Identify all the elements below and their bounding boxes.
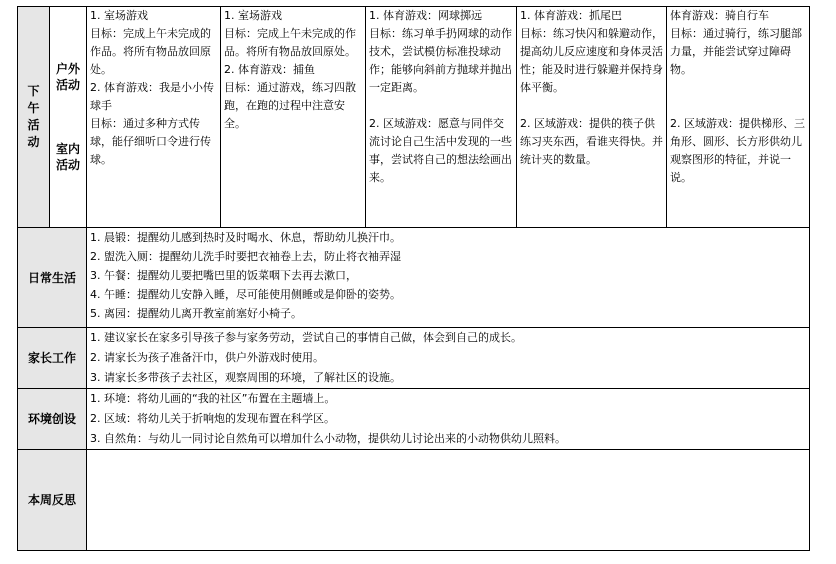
afternoon-day-5 [667, 7, 810, 228]
day-1-line: 目标：通过多种方式传球，能仔细听口令进行传球。 [90, 117, 211, 166]
daily-item: 2. 盥洗入厕：提醒幼儿洗手时要把衣袖卷上去，防止将衣袖弄湿 [90, 250, 401, 263]
environment-content [87, 389, 810, 450]
daily-item: 3. 午餐：提醒幼儿要把嘴巴里的饭菜咽下去再去漱口， [90, 269, 357, 282]
afternoon-header-label: 下午活动 [27, 84, 40, 149]
day-5-line: 体育游戏：骑自行车 [670, 9, 769, 22]
parents-item: 3. 请家长多带孩子去社区，观察周围的环境，了解社区的设施。 [90, 371, 401, 384]
weekly-plan-sheet [17, 6, 809, 551]
afternoon-day-1-content [90, 7, 217, 169]
afternoon-header [18, 7, 50, 228]
indoor-label-box [50, 117, 86, 197]
day-3-line: 目标：练习单手扔网球的动作技术，尝试模仿标准投球动作；能够向斜前方抛球并抛出一定距离。 [369, 27, 512, 94]
daily-item: 4. 午睡：提醒幼儿安静入睡，尽可能使用侧睡或是仰卧的姿势。 [90, 288, 401, 301]
day-2-line: 目标：完成上午未完成的作品。将所有物品放回原处。 [224, 27, 356, 58]
day-5-line: 目标：通过骑行，练习腿部力量，并能尝试穿过障碍物。 [670, 27, 802, 76]
afternoon-day-3 [366, 7, 517, 228]
daily-life-header: 日常生活 [18, 228, 87, 328]
day-1-line: 2. 体育游戏：我是小小传球手 [90, 81, 214, 112]
outdoor-label-box [50, 37, 86, 117]
environment-item: 3. 自然角：与幼儿一同讨论自然角可以增加什么小动物，提供幼儿讨论出来的小动物供幼儿照料。 [90, 432, 566, 445]
environment-item: 1. 环境：将幼儿画的“我的社区”布置在主题墙上。 [90, 392, 336, 405]
day-4-line: 2. 区域游戏：提供的筷子供练习夹东西，看谁夹得快。并统计夹的数量。 [520, 117, 663, 166]
day-2-line: 1. 室场游戏 [224, 9, 282, 22]
afternoon-day-4 [517, 7, 667, 228]
daily-item: 5. 离园：提醒幼儿离开教室前塞好小椅子。 [90, 307, 302, 320]
afternoon-day-5-content [670, 7, 806, 187]
day-2-line: 目标：通过游戏，练习四散跑，在跑的过程中注意安全。 [224, 81, 356, 130]
reflection-header: 本周反思 [18, 450, 87, 551]
parents-item: 2. 请家长为孩子准备汗巾，供户外游戏时使用。 [90, 351, 324, 364]
day-4-line: 1. 体育游戏：抓尾巴 [520, 9, 622, 22]
day-2-line: 2. 体育游戏：捕鱼 [224, 63, 315, 76]
afternoon-day-2-content [224, 7, 362, 133]
environment-row [18, 389, 810, 450]
reflection-row [18, 450, 810, 551]
day-4-line: 目标：练习快闪和躲避动作，提高幼儿反应速度和身体灵活性；能及时进行躲避并保持身体平衡。 [520, 27, 663, 94]
afternoon-day-2 [221, 7, 366, 228]
afternoon-day-3-content [369, 7, 513, 187]
afternoon-sub-labels [50, 7, 87, 228]
indoor-label: 室内活动 [55, 142, 80, 172]
outdoor-label: 户外活动 [55, 62, 80, 92]
parents-content [87, 328, 810, 389]
afternoon-day-4-content [520, 7, 663, 169]
day-5-line: 2. 区域游戏：提供梯形、三角形、圆形、长方形供幼儿观察图形的特征，并说一说。 [670, 117, 805, 184]
afternoon-day-1 [87, 7, 221, 228]
daily-life-row [18, 228, 810, 328]
parents-header: 家长工作 [18, 328, 87, 389]
parents-item: 1. 建议家长在家多引导孩子参与家务劳动，尝试自己的事情自己做，体会到自己的成长。 [90, 331, 522, 344]
environment-item: 2. 区域：将幼儿关于折响炮的发现布置在科学区。 [90, 412, 335, 425]
day-1-line: 目标：完成上午未完成的作品。将所有物品放回原处。 [90, 27, 211, 76]
day-3-line: 1. 体育游戏：网球掷远 [369, 9, 482, 22]
parents-row [18, 328, 810, 389]
day-3-line: 2. 区域游戏：愿意与同伴交流讨论自己生活中发现的一些事，尝试将自己的想法绘画出来。 [369, 117, 512, 184]
daily-life-content [87, 228, 810, 328]
reflection-content[interactable] [87, 450, 810, 551]
weekly-plan-table [17, 6, 810, 551]
daily-item: 1. 晨锻：提醒幼儿感到热时及时喝水、休息，帮助幼儿换汗巾。 [90, 231, 401, 244]
day-1-line: 1. 室场游戏 [90, 9, 148, 22]
environment-header: 环境创设 [18, 389, 87, 450]
